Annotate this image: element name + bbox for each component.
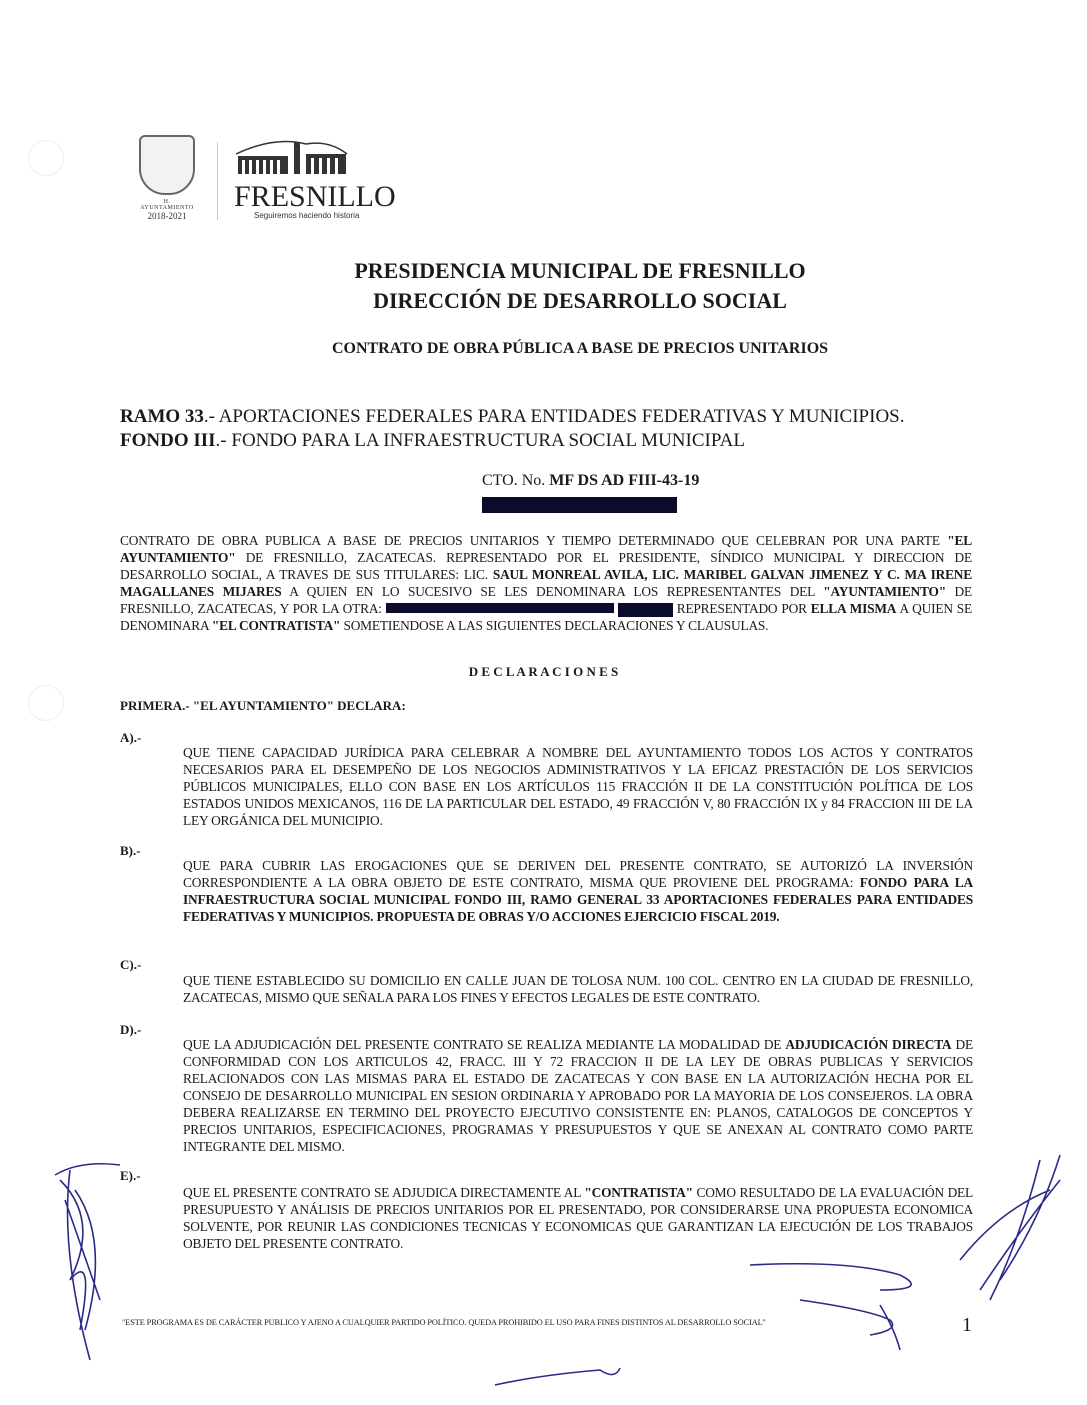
declaraciones-heading: D E C L A R A C I O N E S — [468, 664, 619, 679]
item-b-text: QUE PARA CUBRIR LAS EROGACIONES QUE SE DERIVEN DEL PRESENTE CONTRATO, SE AUTORIZÓ LA INVERSIÓN CORRESPONDIENTE A LA OBRA OBJETO DE ESTE CONTRATO, MISMA QUE PROVIENE DEL PROGRAMA: FONDO PARA LA INFRAESTRUCTURA SOCIAL MUNICIPAL FONDO III, RAMO GENERAL 33 APORTACIONES FEDERALES PARA ENTIDADES FEDERATIVAS Y MUNICIPIOS. PROPUESTA DE OBRAS Y/O ACCIONES EJERCICIO FISCAL 2019. — [183, 858, 973, 924]
footer-legend: "ESTE PROGRAMA ES DE CARÁCTER PUBLICO Y AJENO A CUALQUIER PARTIDO POLÍTICO. QUEDA PROHIBIDO EL USO PARA FINES DISTINTOS AL DESARROLLO SOCIAL" — [122, 1318, 766, 1327]
page-number: 1 — [962, 1314, 972, 1336]
logo-slogan: Seguiremos haciendo historia — [254, 211, 360, 220]
seal-caption: H. AYUNTAMIENTO — [140, 199, 194, 211]
item-label-d: D).- — [120, 1022, 142, 1037]
signature-right — [960, 1155, 1060, 1300]
item-e-text: QUE EL PRESENTE CONTRATO SE ADJUDICA DIRECTAMENTE AL "CONTRATISTA" COMO RESULTADO DE LA EVALUACIÓN DEL PRESUPUESTO Y ANÁLISIS DE PRECIOS UNITARIOS POR EL PRESENTADO, POR CONSIDERARSE UNA PROPUESTA ECONOMICA SOLVENTE, POR REUNIR LAS CONDICIONES TECNICAS Y ECONOMICAS QUE GARANTIZAN LA EJECUCIÓN DE LOS TRABAJOS OBJETO DEL PRESENTE CONTRATO. — [183, 1185, 973, 1251]
item-label-a: A).- — [120, 730, 142, 745]
intro-paragraph: CONTRATO DE OBRA PUBLICA A BASE DE PRECIOS UNITARIOS Y TIEMPO DETERMINADO QUE CELEBRAN POR UNA PARTE "EL AYUNTAMIENTO" DE FRESNILLO, ZACATECAS. REPRESENTADO POR EL PRESIDENTE, SÍNDICO MUNICIPAL Y DIRECCION DE DESARROLLO SOCIAL, A TRAVES DE SUS TITULARES: LIC. SAUL MONREAL AVILA, LIC. MARIBEL GALVAN JIMENEZ Y C. MA IRENE MAGALLANES MIJARES A QUIEN EN LO SUCESIVO SE LES DENOMINARA LOS REPRESENTANTES DEL "AYUNTAMIENTO" DE FRESNILLO, ZACATECAS, Y POR LA OTRA: REPRESENTADO POR ELLA MISMA A QUIEN SE DENOMINARA "EL CONTRATISTA" SOMETIENDOSE A LAS SIGUIENTES DECLARACIONES Y CLAUSULAS. — [120, 533, 973, 633]
fondo-text: .- FONDO PARA LA INFRAESTRUCTURA SOCIAL MUNICIPAL — [215, 430, 745, 451]
item-d-text: QUE LA ADJUDICACIÓN DEL PRESENTE CONTRATO SE REALIZA MEDIANTE LA MODALIDAD DE ADJUDICACIÓN DIRECTA DE CONFORMIDAD CON LOS ARTICULOS 42, FRACC. III Y 72 FRACCION II DE LA LEY DE OBRAS PUBLICAS Y SERVICIOS RELACIONADOS CON LAS MISMAS PARA EL ESTADO DE ZACATECAS Y CON BASE EN LA AUTORIZACIÓN HECHA POR EL CONSEJO DE DESARROLLO MUNICIPAL EN SESION ORDINARIA Y APROBADO POR LA MAYORIA DE LOS CONSEJEROS. LA OBRA DEBERA REALIZARSE EN TERMINO DEL PROYECTO EJECUTIVO CONSISTENTE EN: PLANOS, CATALOGOS DE CONCEPTOS Y PRECIOS UNITARIOS, ESPECIFICACIONES, PROGRAMAS Y PRESUPUESTOS Y QUE SE ANEXAN AL CONTRATO COMO PARTE INTEGRANTE DEL MISMO. — [183, 1037, 973, 1154]
signature-bottom — [495, 1368, 620, 1385]
fondo-label: FONDO III — [120, 430, 216, 451]
contract-number-value: MF DS AD FIII-43-19 — [549, 472, 700, 489]
signature-center — [750, 1264, 911, 1350]
contract-number: CTO. No. MF DS AD FIII-43-19 — [482, 472, 700, 489]
primera-heading: PRIMERA.- "EL AYUNTAMIENTO" DECLARA: — [120, 698, 406, 713]
header-subtitle: DIRECCIÓN DE DESARROLLO SOCIAL — [373, 288, 787, 313]
ramo-label: RAMO 33 — [120, 406, 204, 427]
header-title: PRESIDENCIA MUNICIPAL DE FRESNILLO — [354, 258, 806, 283]
item-label-c: C).- — [120, 957, 142, 972]
item-c-text: QUE TIENE ESTABLECIDO SU DOMICILIO EN CALLE JUAN DE TOLOSA NUM. 100 COL. CENTRO EN LA CIUDAD DE FRESNILLO, ZACATECAS, MISMO QUE SEÑALA PARA LOS FINES Y EFECTOS LEGALES DE ESTE CONTRATO. — [183, 973, 973, 1005]
seal-years: 2018-2021 — [147, 211, 187, 221]
item-label-e: E).- — [120, 1168, 141, 1183]
fresnillo-wordmark: FRESNILLO — [234, 180, 396, 213]
signature-left — [55, 1164, 120, 1360]
contract-type-heading: CONTRATO DE OBRA PÚBLICA A BASE DE PRECIOS UNITARIOS — [331, 340, 829, 357]
ramo-text: .- APORTACIONES FEDERALES PARA ENTIDADES FEDERATIVAS Y MUNICIPIOS. — [203, 406, 905, 427]
item-label-b: B).- — [120, 843, 141, 858]
item-a-text: QUE TIENE CAPACIDAD JURÍDICA PARA CELEBRAR A NOMBRE DEL AYUNTAMIENTO TODOS LOS ACTOS Y CONTRATOS NECESARIOS PARA EL DESEMPEÑO DE LOS NEGOCIOS ADMINISTRATIVOS Y LA EFICAZ PRESTACIÓN DE LOS SERVICIOS PÚBLICOS MUNICIPALES, ELLO CON BASE EN LOS ARTÍCULOS 115 FRACCIÓN II DE LA CONSTITUCIÓN POLÍTICA DE LOS ESTADOS UNIDOS MEXICANOS, 116 DE LA PARTICULAR DEL ESTADO, 49 FRACCIÓN V, 80 FRACCIÓN IX y 84 FRACCION III DE LA LEY ORGÁNICA DEL MUNICIPIO. — [183, 745, 973, 828]
